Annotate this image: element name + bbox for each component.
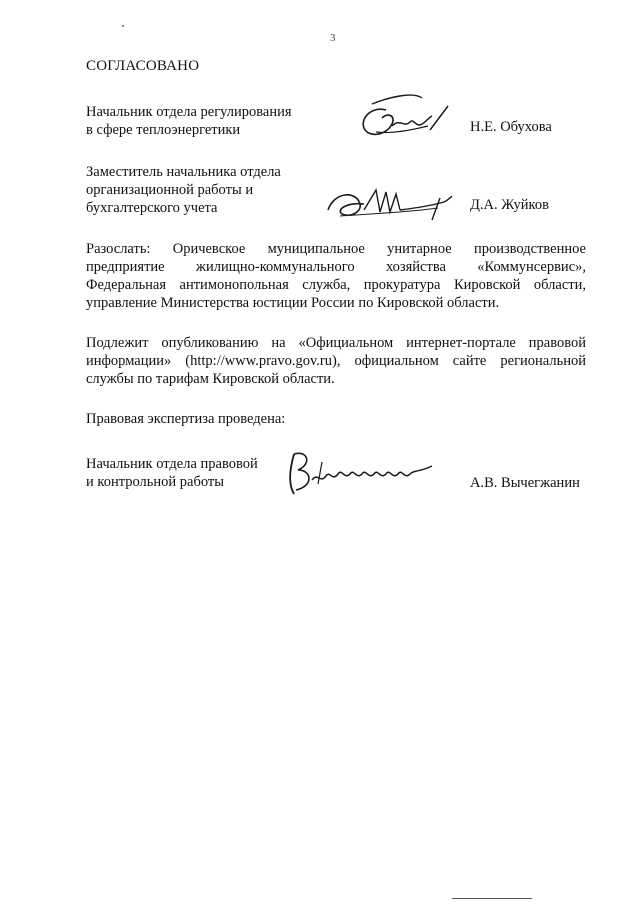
page-number: 3	[330, 32, 336, 44]
text-line: управление Министерства юстиции России по Кировской области.	[86, 295, 500, 311]
position-line: Начальник отдела правовой	[86, 456, 258, 472]
position-line: бухгалтерского учета	[86, 200, 218, 216]
signatory-2-position	[86, 163, 281, 217]
position-line: и контрольной работы	[86, 474, 224, 490]
distribution-paragraph	[86, 240, 586, 312]
text-line: Разослать: Оричевское муниципальное унитарное производственное	[86, 241, 586, 257]
legal-signatory-name: А.В. Вычегжанин	[470, 475, 580, 491]
text-line: службы по тарифам Кировской области.	[86, 371, 335, 387]
signature-obukhova	[352, 88, 462, 143]
text-line: Подлежит опубликованию на «Официальном интернет-портале правовой	[86, 335, 586, 351]
signatory-1-name: Н.Е. Обухова	[470, 119, 552, 135]
legal-review-heading: Правовая экспертиза проведена:	[86, 411, 286, 427]
text-line: Федеральная антимонопольная служба, прокуратура Кировской области,	[86, 277, 586, 293]
position-line: в сфере теплоэнергетики	[86, 122, 241, 138]
footer-rule	[452, 898, 532, 899]
position-line: Начальник отдела регулирования	[86, 104, 292, 120]
text-line: предприятие жилищно-коммунального хозяйства «Коммунсервис»,	[86, 259, 586, 275]
signatory-2-name: Д.А. Жуйков	[470, 197, 549, 213]
legal-signatory-position	[86, 455, 258, 491]
publication-paragraph	[86, 334, 586, 388]
approval-heading: СОГЛАСОВАНО	[86, 58, 200, 74]
signature-zhuykov	[320, 180, 460, 225]
text-line: информации» (http://www.pravo.gov.ru), официальном сайте региональной	[86, 353, 586, 369]
position-line: организационной работы и	[86, 182, 254, 198]
signature-vychegzhanin	[282, 444, 442, 499]
position-line: Заместитель начальника отдела	[86, 164, 281, 180]
signatory-1-position	[86, 103, 292, 139]
scan-speck	[122, 25, 124, 27]
